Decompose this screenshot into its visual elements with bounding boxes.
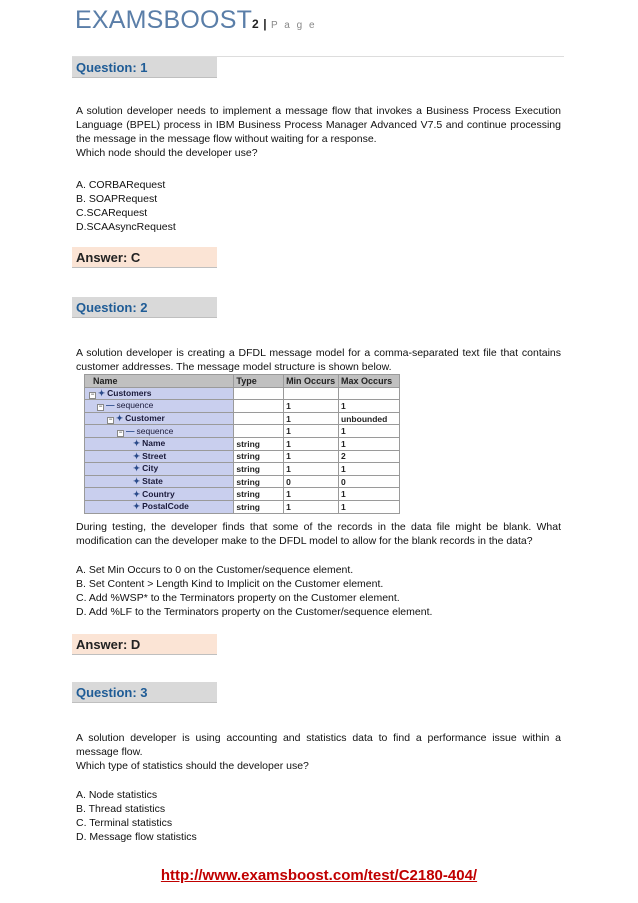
row-name: sequence	[116, 400, 154, 411]
collapse-icon[interactable]: −	[118, 429, 123, 436]
question-3-options	[76, 788, 197, 844]
element-icon: ✦	[133, 438, 141, 449]
element-icon: ✦	[133, 450, 141, 461]
row-type	[234, 387, 284, 400]
row-max: 1	[339, 400, 400, 413]
collapse-icon[interactable]: −	[90, 391, 95, 398]
row-type: string	[234, 450, 284, 463]
element-icon: ✦	[133, 476, 141, 487]
row-type	[234, 400, 284, 413]
row-max: 2	[339, 450, 400, 463]
table-row	[85, 412, 400, 425]
row-type: string	[234, 488, 284, 501]
page-label: P a g e	[271, 20, 317, 31]
answer-1-heading: Answer: C	[72, 247, 217, 268]
row-max: unbounded	[339, 412, 400, 425]
row-min: 1	[284, 437, 339, 450]
row-min: 1	[284, 412, 339, 425]
row-min: 1	[284, 425, 339, 438]
row-type	[234, 412, 284, 425]
sequence-icon: —	[126, 425, 135, 436]
q2-option-a: A. Set Min Occurs to 0 on the Customer/sequence element.	[76, 564, 354, 576]
table-row	[85, 387, 400, 400]
row-min	[284, 387, 339, 400]
element-icon: ✦	[98, 387, 106, 398]
row-max: 1	[339, 500, 400, 513]
col-header-name: Name	[85, 375, 234, 388]
question-1-heading: Question: 1	[72, 57, 217, 78]
question-1-prompt: Which node should the developer use?	[76, 147, 258, 159]
col-header-type: Type	[234, 375, 284, 388]
row-min: 0	[284, 475, 339, 488]
answer-2-heading: Answer: D	[72, 634, 217, 655]
q2-option-b: B. Set Content > Length Kind to Implicit on the Customer element.	[76, 578, 384, 590]
row-name: PostalCode	[142, 501, 189, 512]
row-name: Customer	[125, 413, 165, 424]
question-2-intro: A solution developer is creating a DFDL message model for a comma-separated text file that contains customer addresses. The message model structure is shown below.	[76, 347, 561, 373]
row-type: string	[234, 475, 284, 488]
footer-url-link[interactable]: http://www.examsboost.com/test/C2180-404/	[160, 867, 478, 884]
table-row	[85, 450, 400, 463]
col-header-min-occurs: Min Occurs	[284, 375, 339, 388]
element-icon: ✦	[133, 488, 141, 499]
element-icon: ✦	[133, 501, 141, 512]
collapse-icon[interactable]: −	[98, 404, 103, 411]
row-max	[339, 387, 400, 400]
question-2-options	[76, 563, 432, 619]
brand-logo-text: EXAMSBOOST	[75, 6, 253, 34]
page-number: 2	[252, 17, 259, 31]
element-icon: ✦	[133, 463, 141, 474]
table-row	[85, 500, 400, 513]
q1-option-b: B. SOAPRequest	[76, 193, 158, 205]
q3-option-b: B. Thread statistics	[76, 803, 166, 815]
q2-option-d: D. Add %LF to the Terminators property on the Customer/sequence element.	[76, 606, 433, 618]
element-icon: ✦	[116, 413, 124, 424]
question-3-heading: Question: 3	[72, 682, 217, 703]
q3-option-c: C. Terminal statistics	[76, 817, 173, 829]
question-2-text: During testing, the developer finds that some of the records in the data file might be blank. What modification can the developer make to the DFDL model to allow for the blank records in the data?	[76, 521, 561, 547]
question-3-prompt: Which type of statistics should the developer use?	[76, 760, 309, 772]
row-name: sequence	[136, 425, 174, 436]
row-type: string	[234, 463, 284, 476]
row-max: 0	[339, 475, 400, 488]
table-row	[85, 425, 400, 438]
row-type: string	[234, 437, 284, 450]
question-3-body: A solution developer is using accounting and statistics data to find a performance issue within a message flow.	[76, 732, 561, 758]
q2-option-c: C. Add %WSP* to the Terminators property on the Customer element.	[76, 592, 400, 604]
q1-option-a: A. CORBARequest	[76, 179, 166, 191]
row-min: 1	[284, 463, 339, 476]
question-3-text	[76, 731, 561, 773]
table-row	[85, 400, 400, 413]
row-name: Country	[142, 488, 175, 499]
row-min: 1	[284, 488, 339, 501]
row-max: 1	[339, 437, 400, 450]
col-header-max-occurs: Max Occurs	[339, 375, 400, 388]
q3-option-d: D. Message flow statistics	[76, 831, 197, 843]
row-type: string	[234, 500, 284, 513]
row-name: Customers	[107, 387, 152, 398]
dfdl-model-table	[84, 374, 400, 514]
question-1-body: A solution developer needs to implement a message flow that invokes a Business Process Execution Language (BPEL) process in IBM Business Process Manager Advanced V7.5 and continue processing the message in the message flow without waiting for a response.	[76, 105, 561, 145]
row-name: Street	[142, 450, 167, 461]
row-name: City	[142, 463, 159, 474]
q1-option-d: D.SCAAsyncRequest	[76, 221, 176, 233]
table-row	[85, 463, 400, 476]
row-min: 1	[284, 450, 339, 463]
q1-option-c: C.SCARequest	[76, 207, 148, 219]
row-type	[234, 425, 284, 438]
dfdl-header-row	[85, 375, 400, 388]
table-row	[85, 475, 400, 488]
question-1-options	[76, 178, 176, 234]
row-min: 1	[284, 500, 339, 513]
q3-option-a: A. Node statistics	[76, 789, 158, 801]
row-min: 1	[284, 400, 339, 413]
page-header	[75, 6, 563, 42]
row-max: 1	[339, 425, 400, 438]
table-row	[85, 437, 400, 450]
row-max: 1	[339, 488, 400, 501]
table-row	[85, 488, 400, 501]
question-2-heading: Question: 2	[72, 297, 217, 318]
sequence-icon: —	[106, 400, 115, 411]
header-separator: |	[263, 17, 267, 31]
collapse-icon[interactable]: −	[108, 417, 113, 424]
question-1-text	[76, 104, 561, 160]
row-name: Name	[142, 438, 166, 449]
row-name: State	[142, 476, 163, 487]
row-max: 1	[339, 463, 400, 476]
